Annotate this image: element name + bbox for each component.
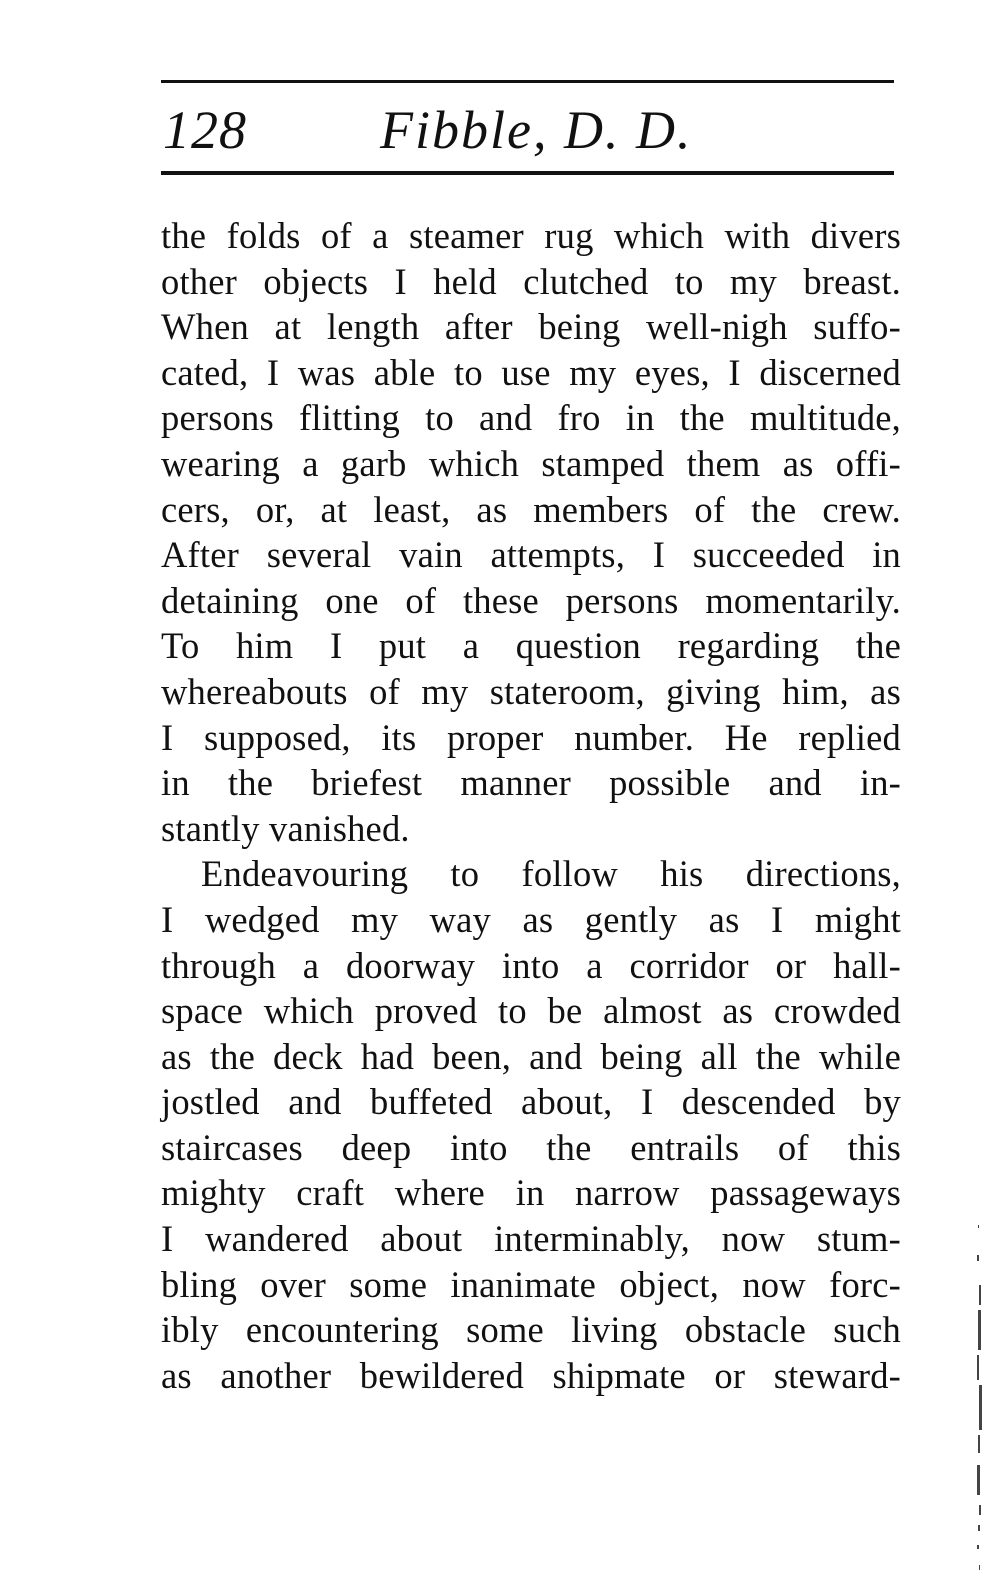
text-line: whereabouts of my stateroom, giving him, as [161, 670, 901, 712]
text-line: After several vain attempts, I succeeded in [161, 534, 901, 576]
book-title: Fibble, D. D. [380, 100, 693, 160]
text-line: in the briefest manner possible and in- [161, 762, 901, 804]
text-line: When at length after being well-nigh suffo- [161, 306, 901, 348]
scan-edge-marks [972, 1215, 986, 1585]
header-rule-top [161, 80, 894, 83]
running-head [163, 90, 894, 170]
text-line: I wandered about interminably, now stum- [161, 1218, 901, 1260]
text-line: persons flitting to and fro in the multitude, [161, 397, 901, 439]
text-line: through a doorway into a corridor or hall- [161, 944, 901, 986]
text-line: as another bewildered shipmate or steward- [161, 1354, 901, 1396]
text-line: staircases deep into the entrails of this [161, 1126, 901, 1168]
text-line: wearing a garb which stamped them as offi- [161, 442, 901, 484]
text-line: detaining one of these persons momentarily. [161, 579, 901, 621]
text-line: space which proved to be almost as crowded [161, 990, 901, 1032]
text-line: bling over some inanimate object, now forc- [161, 1263, 901, 1305]
text-line: cers, or, at least, as members of the crew. [161, 488, 901, 530]
text-line: ibly encountering some living obstacle such [161, 1309, 901, 1351]
text-line: I wedged my way as gently as I might [161, 898, 901, 940]
text-line: other objects I held clutched to my breast. [161, 260, 901, 302]
text-line: as the deck had been, and being all the while [161, 1035, 901, 1077]
page-number: 128 [163, 100, 247, 160]
header-rule-bottom [161, 171, 894, 175]
text-line: Endeavouring to follow his directions, [201, 853, 901, 895]
body-text [161, 213, 901, 1398]
text-line: I supposed, its proper number. He replied [161, 716, 901, 758]
text-line: jostled and buffeted about, I descended by [161, 1081, 901, 1123]
text-line: the folds of a steamer rug which with divers [161, 215, 901, 256]
text-line: To him I put a question regarding the [161, 625, 901, 667]
text-line: mighty craft where in narrow passageways [161, 1172, 901, 1214]
text-line: cated, I was able to use my eyes, I discerned [161, 351, 901, 393]
text-line: stantly vanished. [161, 807, 410, 849]
